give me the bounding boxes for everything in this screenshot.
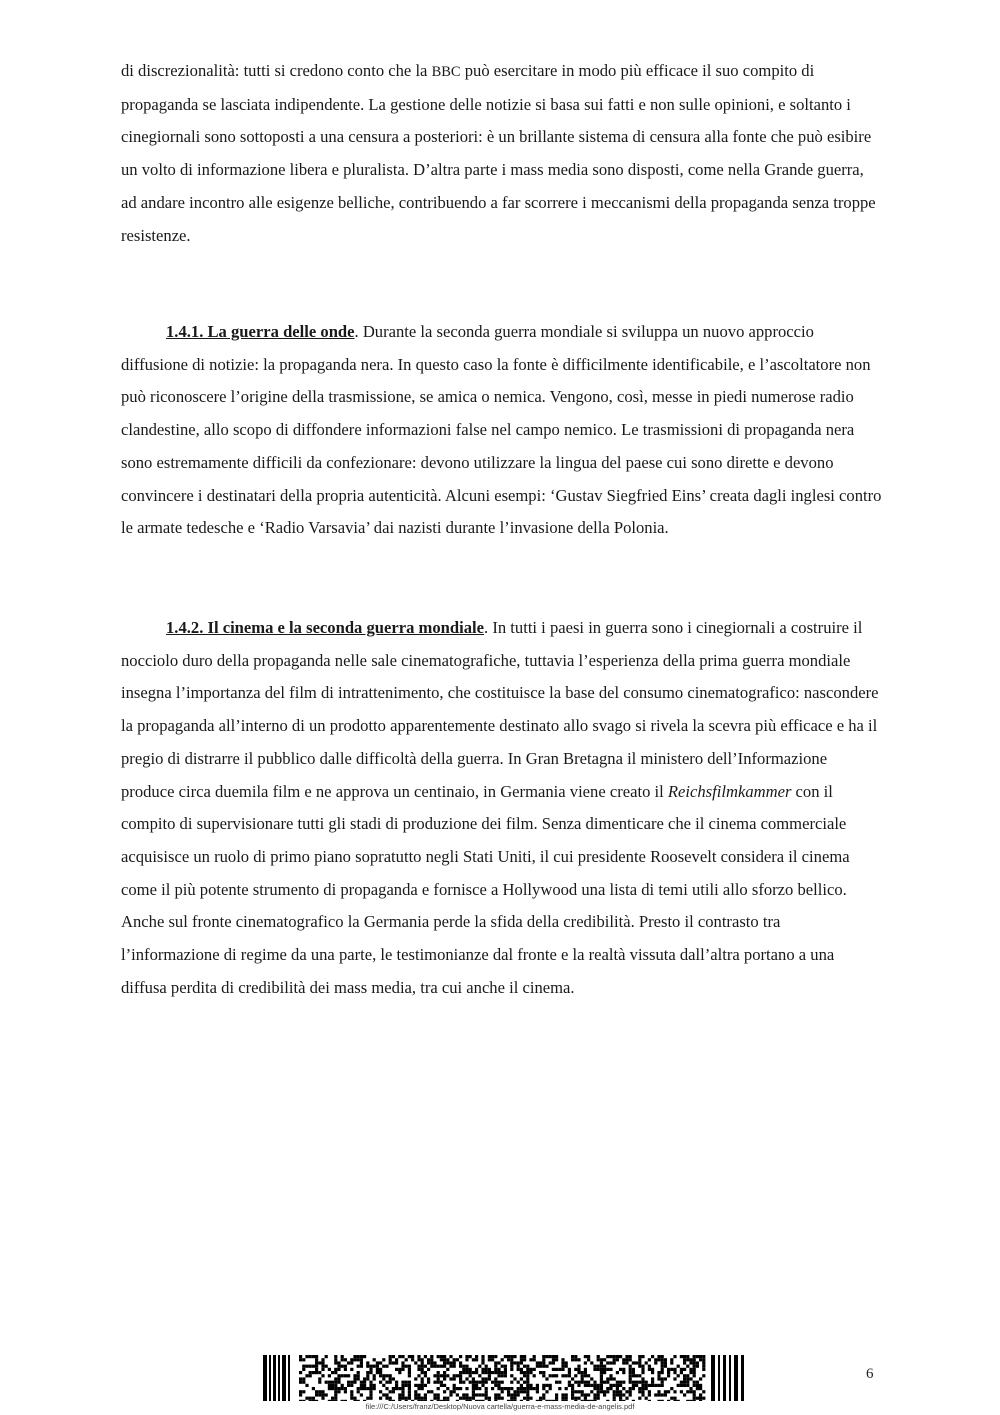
- paragraph-guerra-delle-onde: [121, 316, 883, 545]
- section-heading-1-4-2: 1.4.2. Il cinema e la seconda guerra mondiale: [166, 618, 485, 637]
- file-path-footer: file:///C:/Users/franz/Desktop/Nuova cartella/guerra-e-mass-media-de-angelis.pdf: [365, 1402, 635, 1411]
- page-number: 6: [866, 1366, 874, 1382]
- paragraph-text: di discrezionalità: tutti si credono conto che la: [121, 61, 432, 80]
- paragraph-bbc-propaganda: [121, 55, 883, 252]
- reichsfilmkammer-term: Reichsfilmkammer: [667, 781, 792, 801]
- paragraph-text: può esercitare in modo più efficace il suo compito di propaganda se lasciata indipendente. La gestione delle notizie si basa sui fatti e non sulle opinioni, e soltanto i cinegiornali sono sottoposti a una censura a posteriori: è un brillante sistema di censura alla fonte che può esibire un volto di informazione libera e pluralista. D’altra parte i mass media sono disposti, come nella Grande guerra, ad andare incontro alle esigenze belliche, contribuendo a far scorrere i meccanismi della propaganda senza troppe resistenze.: [121, 61, 876, 245]
- section-heading-1-4-1: 1.4.1. La guerra delle onde: [166, 322, 355, 341]
- paragraph-text: . In tutti i paesi in guerra sono i cinegiornali a costruire il nocciolo duro della propaganda nelle sale cinematografiche, tuttavia l’esperienza della prima guerra mondiale insegna l’importanza del film di intrattenimento, che costituisce la base del consumo cinematografico: nascondere la propaganda all’interno di un prodotto apparentemente destinato allo svago si rivela la scevra più efficace e ha il pregio di distrarre il pubblico dalle difficoltà della guerra. In Gran Bretagna il ministero dell’Informazione produce circa duemila film e ne approva un centinaio, in Germania viene creato il: [121, 618, 879, 801]
- barcode-image: [263, 1355, 747, 1401]
- bbc-acronym: BBC: [431, 64, 461, 80]
- paragraph-text: . Durante la seconda guerra mondiale si sviluppa un nuovo approccio diffusione di notizie: la propaganda nera. In questo caso la fonte è difficilmente identificabile, e l’ascoltatore non può riconoscere l’origine della trasmissione, se amica o nemica. Vengono, così, messe in piedi numerose radio clandestine, allo scopo di diffondere informazioni false nel campo nemico. Le trasmissioni di propaganda nera sono estremamente difficili da confezionare: devono utilizzare la lingua del paese cui sono dirette e devono convincere i destinatari della propria autenticità. Alcuni esempi: ‘Gustav Siegfried Eins’ creata dagli inglesi contro le armate tedesche e ‘Radio Varsavia’ dai nazisti durante l’invasione della Polonia.: [121, 322, 882, 538]
- paragraph-text: con il compito di supervisionare tutti gli stadi di produzione dei film. Senza dimenticare che il cinema commerciale acquisisce un ruolo di primo piano sopratutto negli Stati Uniti, il cui presidente Roosevelt considera il cinema come il più potente strumento di propaganda e fornisce a Hollywood una lista di temi utili allo sforzo bellico. Anche sul fronte cinematografico la Germania perde la sfida della credibilità. Presto il contrasto tra l’informazione di regime da una parte, le testimonianze dal fronte e la realtà vissuta dall’altra portano a una diffusa perdita di credibilità dei mass media, tra cui anche il cinema.: [121, 781, 850, 997]
- paragraph-cinema-seconda-guerra: [121, 612, 883, 1004]
